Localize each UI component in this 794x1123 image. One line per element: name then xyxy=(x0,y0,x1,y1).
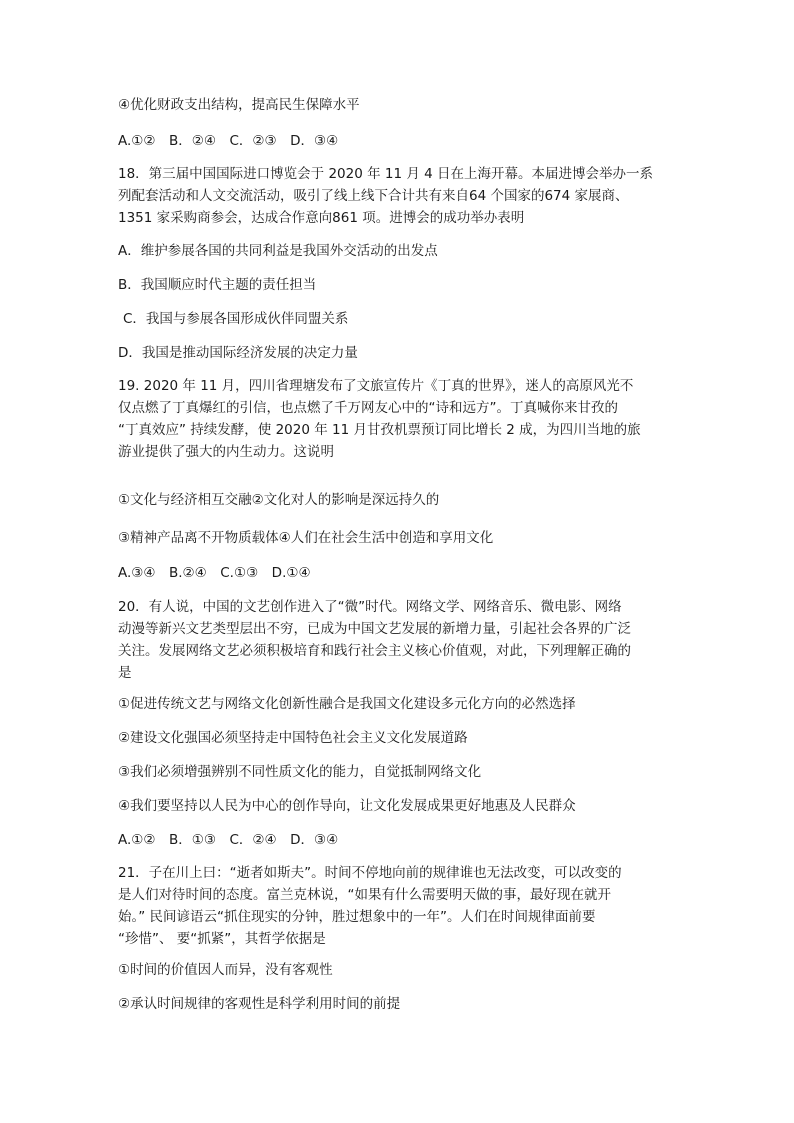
statement-group-1-q19 xyxy=(118,489,694,511)
choice-a-q18 xyxy=(118,240,694,262)
text-line: 是 xyxy=(118,665,132,681)
text-line: ②建设文化强国必须坚持走中国特色社会主义文化发展道路 xyxy=(118,730,468,746)
text-line: ③精神产品离不开物质载体④人们在社会生活中创造和享用文化 xyxy=(118,530,494,546)
text-line: 1351 家采购商参会，达成合作意向861 项。进博会的成功举办表明 xyxy=(118,210,525,226)
choice-b-q18 xyxy=(118,274,694,296)
text-line: 游业提供了强大的内生动力。这说明 xyxy=(118,444,334,460)
statement-1-q21 xyxy=(118,959,694,981)
choice-d-q18 xyxy=(118,342,694,364)
text-line: ①时间的价值因人而异，没有客观性 xyxy=(118,962,333,978)
text-line: “丁真效应” 持续发酵，使 2020 年 11 月甘孜机票预订同比增长 2 成，为四川当地的旅 xyxy=(118,422,641,438)
text-line: 始。” 民间谚语云“抓住现实的分钟，胜过想象中的一年”。人们在时间规律面前要 xyxy=(118,909,596,925)
text-line: 是人们对待时间的态度。富兰克林说，“如果有什么需要明天做的事，最好现在就开 xyxy=(118,887,611,903)
text-line: ④我们要坚持以人民为中心的创作导向，让文化发展成果更好地惠及人民群众 xyxy=(118,798,576,814)
text-line: ③我们必须增强辨别不同性质文化的能力，自觉抵制网络文化 xyxy=(118,764,482,780)
statement-3-q20 xyxy=(118,761,694,783)
text-line: 动漫等新兴文艺类型层出不穷，已成为中国文艺发展的新增力量，引起社会各界的广泛 xyxy=(118,621,631,637)
question-21 xyxy=(118,862,694,950)
text-line: ②承认时间规律的客观性是科学利用时间的前提 xyxy=(118,996,401,1012)
question-19 xyxy=(118,375,694,463)
question-18 xyxy=(118,163,694,229)
text-line: 仅点燃了丁真爆红的引信，也点燃了千万网友心中的“诗和远方”。丁真喊你来甘孜的 xyxy=(118,400,618,416)
text-line: D．我国是推动国际经济发展的决定力量 xyxy=(118,345,358,361)
statement-2-q21 xyxy=(118,993,694,1015)
text-line: A．维护参展各国的共同利益是我国外交活动的出发点 xyxy=(118,243,438,259)
text-line: 18．第三届中国国际进口博览会于 2020 年 11 月 4 日在上海开幕。本届进博会举办一系 xyxy=(118,166,654,182)
text-line: 20．有人说，中国的文艺创作进入了“微”时代。网络文学、网络音乐、微电影、网络 xyxy=(118,599,622,615)
statement-2-q20 xyxy=(118,727,694,749)
text-line: ①促进传统文艺与网络文化创新性融合是我国文化建设多元化方向的必然选择 xyxy=(118,696,576,712)
text-line: B．我国顺应时代主题的责任担当 xyxy=(118,277,317,293)
text-line: ①文化与经济相互交融②文化对人的影响是深远持久的 xyxy=(118,492,440,508)
text-line: A.③④ B.②④ C.①③ D.①④ xyxy=(118,565,311,581)
option-item-4 xyxy=(118,94,694,116)
text-line: C．我国与参展各国形成伙伴同盟关系 xyxy=(123,311,349,327)
answer-choices-q19 xyxy=(118,562,694,584)
answer-choices-q17 xyxy=(118,130,694,152)
statement-1-q20 xyxy=(118,693,694,715)
answer-choices-q20 xyxy=(118,829,694,851)
text-line: 关注。发展网络文艺必须积极培育和践行社会主义核心价值观，对此，下列理解正确的 xyxy=(118,643,631,659)
text-line: ④优化财政支出结构，提高民生保障水平 xyxy=(118,97,360,113)
statement-group-2-q19 xyxy=(118,527,694,549)
statement-4-q20 xyxy=(118,795,694,817)
text-line: 21．子在川上曰：“逝者如斯夫”。时间不停地向前的规律谁也无法改变，可以改变的 xyxy=(118,865,622,881)
text-line: “珍惜”、 要“抓紧”，其哲学依据是 xyxy=(118,931,326,947)
question-20 xyxy=(118,596,694,684)
choice-c-q18 xyxy=(123,308,699,330)
text-line: 列配套活动和人文交流活动，吸引了线上线下合计共有来自64 个国家的674 家展商、 xyxy=(118,188,629,204)
text-line: 19. 2020 年 11 月，四川省理塘发布了文旅宣传片《丁真的世界》，迷人的高原风光不 xyxy=(118,378,634,394)
text-line: A.①② B．①③ C．②④ D．③④ xyxy=(118,832,339,848)
text-line: A.①② B．②④ C．②③ D．③④ xyxy=(118,133,339,149)
